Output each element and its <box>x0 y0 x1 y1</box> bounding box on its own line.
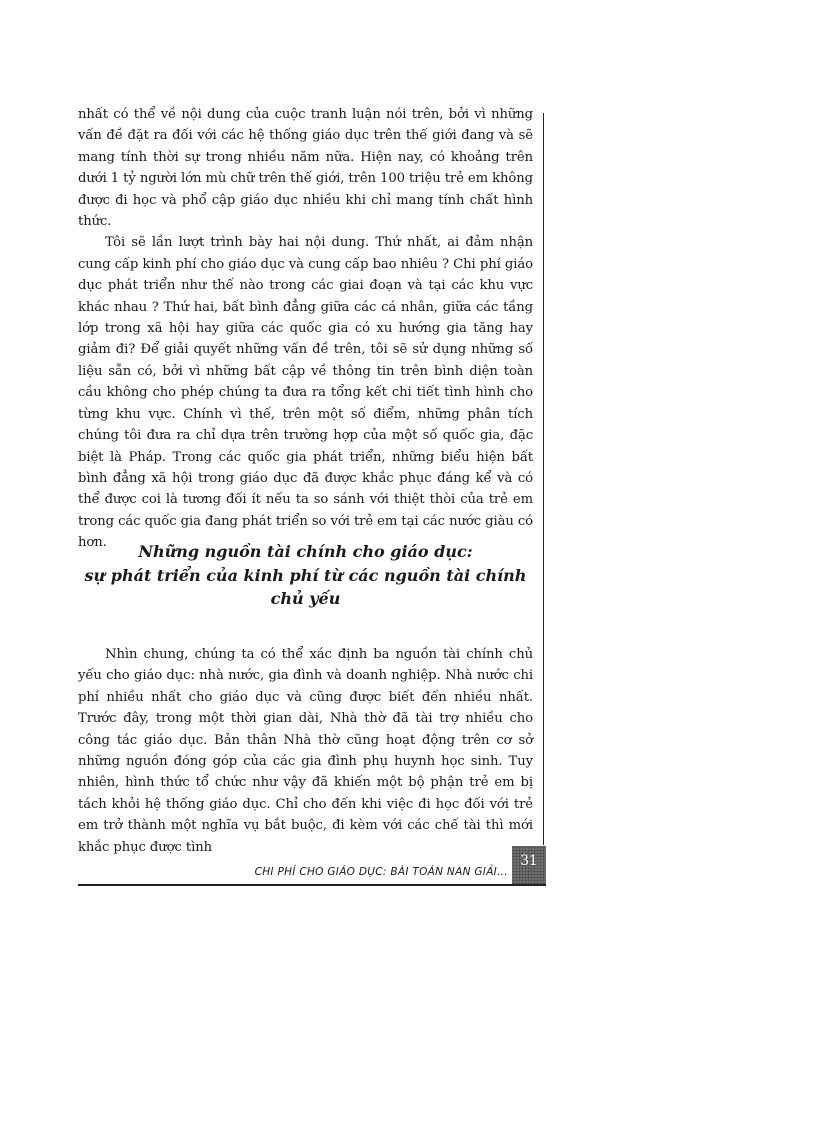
right-margin-rule <box>543 113 544 845</box>
body-text-top <box>78 104 533 554</box>
running-footer-title: CHI PHÍ CHO GIÁO DỤC: BÀI TOÁN NAN GIẢI... <box>254 866 508 878</box>
section-heading <box>78 540 533 611</box>
footer-rule <box>78 884 546 886</box>
paragraph-continuation: nhất có thể về nội dung của cuộc tranh luận nói trên, bởi vì những vấn đề đặt ra đối với các hệ thống giáo dục trên thế giới đang và sẽ mang tính thời sự trong nhiều năm nữa. Hiện nay, có khoảng trên dưới 1 tỷ người lớn mù chữ trên thế giới, trên 100 triệu trẻ em không được đi học và phổ cập giáo dục nhiều khi chỉ mang tính chất hình thức. <box>78 107 533 230</box>
section-heading-line-1: Những nguồn tài chính cho giáo dục: <box>138 542 473 561</box>
paragraph-funding-sources: Nhìn chung, chúng ta có thể xác định ba nguồn tài chính chủ yếu cho giáo dục: nhà nước, gia đình và doanh nghiệp. Nhà nước chi phí nhiều nhất cho giáo dục và cũng được biết đến nhiều nhất. Trước đây, trong một thời gian dài, Nhà thờ đã tài trợ nhiều cho công tác giáo dục. Bản thân Nhà thờ cũng hoạt động trên cơ sở những nguồn đóng góp của các gia đình phụ huynh học sinh. Tuy nhiên, hình thức tổ chức như vậy đã khiến một bộ phận trẻ em bị tách khỏi hệ thống giáo dục. Chỉ cho đến khi việc đi học đối với trẻ em trở thành một nghĩa vụ bắt buộc, đi kèm với các chế tài thì mới khắc phục được tình <box>78 647 533 855</box>
page-number-box <box>512 846 546 885</box>
paragraph-outline: Tôi sẽ lần lượt trình bày hai nội dung. Thứ nhất, ai đảm nhận cung cấp kinh phí cho giáo dục và cung cấp bao nhiêu ? Chi phí giáo dục phát triển như thế nào trong các giai đoạn và tại các khu vực khác nhau ? Thứ hai, bất bình đẳng giữa các cá nhân, giữa các tầng lớp trong xã hội hay giữa các quốc gia có xu hướng gia tăng hay giảm đi? Để giải quyết những vấn đề trên, tôi sẽ sử dụng những số liệu sẵn có, bởi vì những bất cập về thông tin trên bình diện toàn cầu không cho phép chúng ta đưa ra tổng kết chi tiết tình hình cho từng khu vực. Chính vì thế, trên một số điểm, những phân tích chúng tôi đưa ra chỉ dựa trên trường hợp của một số quốc gia, đặc biệt là Pháp. Trong các quốc gia phát triển, những biểu hiện bất bình đẳng xã hội trong giáo dục đã được khắc phục đáng kể và có thể được coi là tương đối ít nếu ta so sánh với thiệt thòi của trẻ em trong các quốc gia đang phát triển so với trẻ em tại các nước giàu có hơn. <box>78 235 533 551</box>
section-heading-line-2: sự phát triển của kinh phí từ các nguồn tài chính <box>84 565 527 585</box>
body-text-bottom <box>78 644 533 858</box>
page-number: 31 <box>520 853 538 869</box>
section-heading-line-3: chủ yếu <box>270 589 341 608</box>
